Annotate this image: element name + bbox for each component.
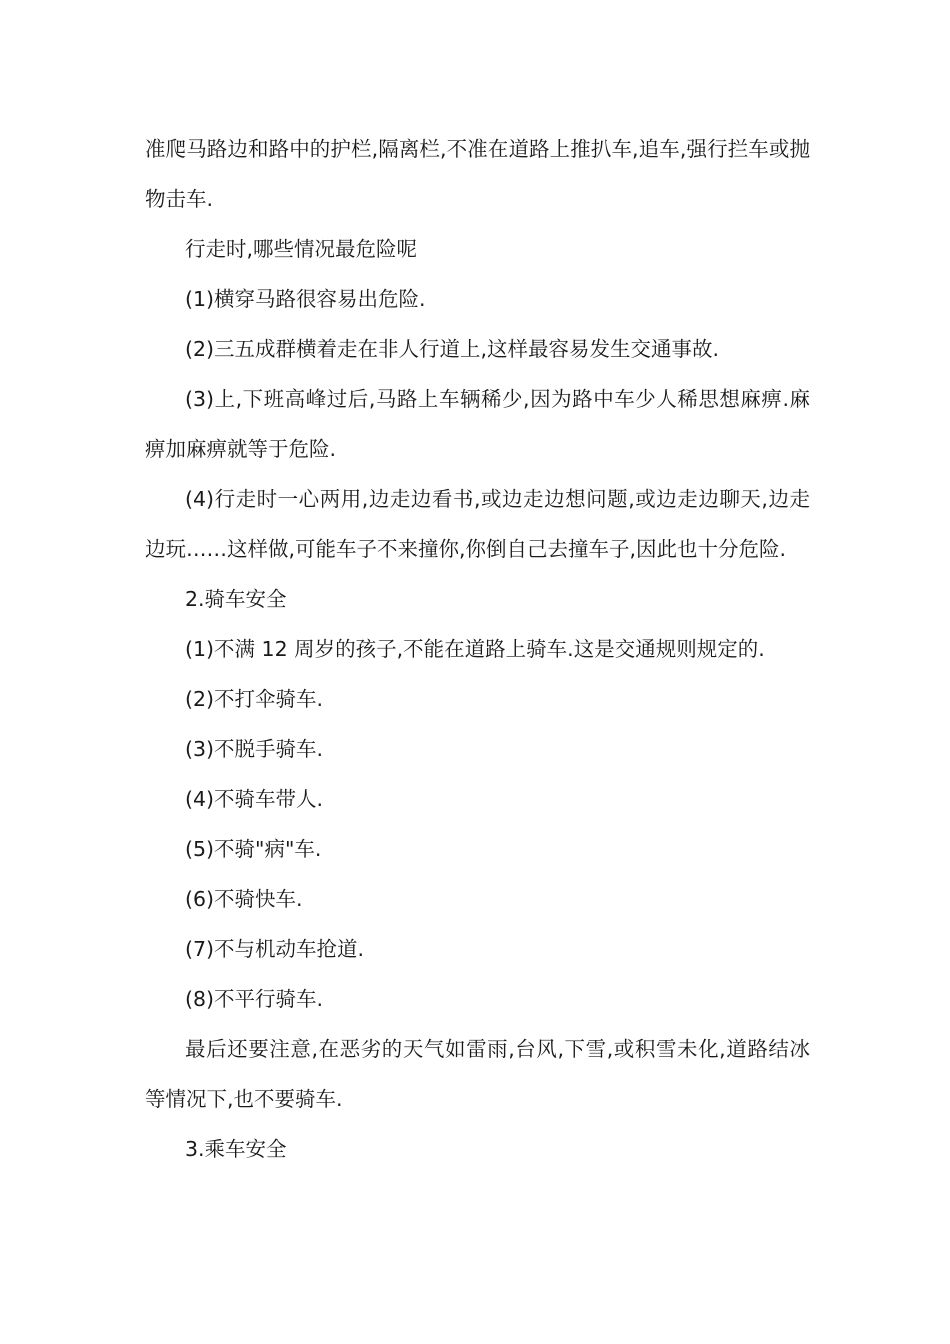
list-item-cycling-3: (3)不脱手骑车.	[185, 737, 324, 761]
list-item-cycling-2: (2)不打伞骑车.	[185, 687, 324, 711]
paragraph-continuation: 准爬马路边和路中的护栏,隔离栏,不准在道路上推扒车,追车,强行拦车或抛物击车.	[145, 137, 810, 211]
list-item-cycling-6: (6)不骑快车.	[185, 887, 303, 911]
document-body	[145, 124, 810, 1174]
list-item-walking-2: (2)三五成群横着走在非人行道上,这样最容易发生交通事故.	[185, 337, 720, 361]
paragraph-question: 行走时,哪些情况最危险呢	[185, 237, 418, 261]
paragraph-weather-note: 最后还要注意,在恶劣的天气如雷雨,台风,下雪,或积雪未化,道路结冰等情况下,也不要骑车.	[145, 1037, 810, 1111]
list-item-cycling-8: (8)不平行骑车.	[185, 987, 324, 1011]
list-item-cycling-1: (1)不满 12 周岁的孩子,不能在道路上骑车.这是交通规则规定的.	[185, 637, 765, 661]
list-item-walking-3: (3)上,下班高峰过后,马路上车辆稀少,因为路中车少人稀思想麻痹.麻痹加麻痹就等于危险.	[145, 387, 810, 461]
section-heading-riding: 3.乘车安全	[185, 1137, 287, 1161]
list-item-cycling-5: (5)不骑"病"车.	[185, 837, 322, 861]
list-item-walking-1: (1)横穿马路很容易出危险.	[185, 287, 426, 311]
list-item-cycling-4: (4)不骑车带人.	[185, 787, 324, 811]
list-item-cycling-7: (7)不与机动车抢道.	[185, 937, 365, 961]
list-item-walking-4: (4)行走时一心两用,边走边看书,或边走边想问题,或边走边聊天,边走边玩……这样做,可能车子不来撞你,你倒自己去撞车子,因此也十分危险.	[145, 487, 810, 561]
section-heading-cycling: 2.骑车安全	[185, 587, 287, 611]
